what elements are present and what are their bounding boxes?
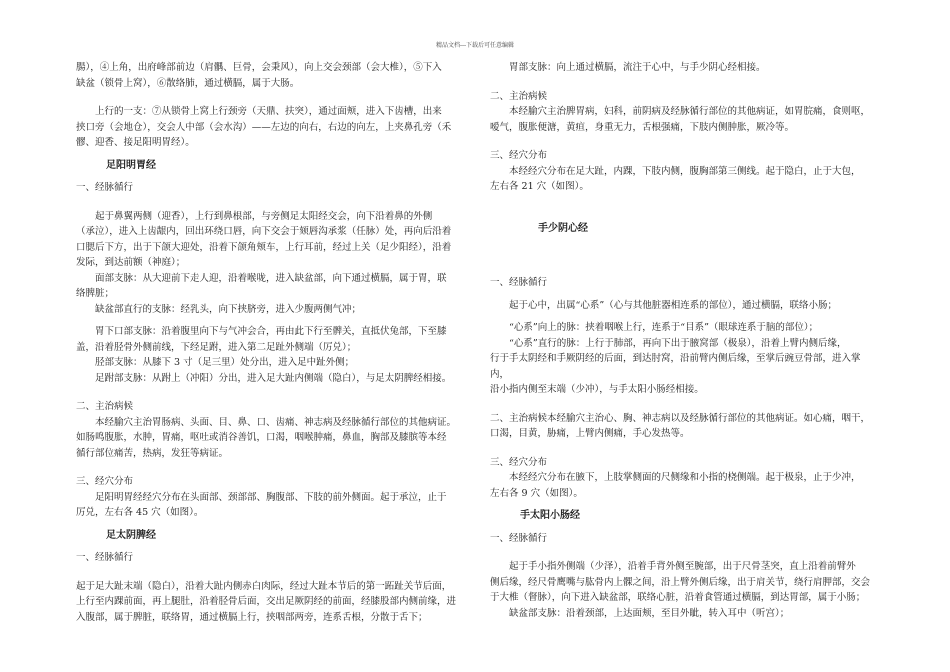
paragraph-line: 本经腧穴主治胃肠病、头面、目、鼻、口、齿痛、神志病及经脉循行部位的其他病证。 (95, 416, 457, 428)
paragraph-line: 三、经穴分布 (490, 150, 548, 161)
spacer (490, 546, 872, 559)
paragraph-line: 络脾脏； (76, 288, 115, 299)
paragraph-line: 发际，到达前额（神庭）； (76, 257, 186, 268)
paragraph-line: 起于手小指外侧端（少泽），沿着手背外侧至腕部，出于尺骨茎突，直上沿着前臂外 (509, 561, 856, 572)
paragraph-line: 本经经穴分布在足大趾，内踝，下肢内侧，腹胸部第三侧线。起于隐白，止于大包， (509, 165, 861, 177)
paragraph-line: 二、主治病候 (76, 401, 134, 412)
spacer (490, 291, 872, 298)
spacer (76, 521, 464, 528)
paragraph-line: 面部支脉：从大迎前下走人迎，沿着喉咙，进入缺盆部，向下通过横膈，属于胃，联 (95, 272, 447, 284)
spacer (490, 195, 872, 208)
paragraph-line: 口腮后下方，出于下颌大迎处，沿着下颌角颊车，上行耳前，经过上关（足少阳经），沿着 (76, 241, 452, 253)
spacer (76, 566, 464, 579)
paragraph-line: 侧后缘，经尺骨鹰嘴与肱骨内上髁之间，沿上臂外侧后缘，出于肩关节，绕行肩胛部，交会 (490, 576, 871, 588)
left-column (76, 60, 464, 625)
paragraph-line: 足跗部支脉：从跗上（冲阳）分出，进入足大趾内侧端（隐白），与足太阴脾经相接。 (95, 372, 452, 384)
spacer (490, 135, 872, 148)
spacer (76, 91, 464, 104)
paragraph-line: 缺盆部支脉：沿着颈部，上达面颊，至目外眦，转入耳中（听宫）； (509, 607, 790, 619)
spacer (490, 524, 872, 531)
spacer (76, 543, 464, 550)
paragraph-line: 三、经穴分布 (76, 476, 134, 487)
spacer (76, 461, 464, 474)
paragraph-line: “心系”直行的脉：上行于肺部，再向下出于腋窝部（极泉），沿着上臂内侧后缘， (509, 337, 847, 349)
paragraph-line: “心系”向上的脉：挟着咽喉上行，连系于“目系”（眼球连系于脑的部位）； (509, 322, 819, 333)
paragraph-line: 起于足大趾末端（隐白），沿着大趾内侧赤白肉际，经过大趾本节后的第一跖趾关节后面， (76, 580, 452, 592)
spacer (76, 196, 464, 209)
paragraph-line: 胫部支脉：从膝下 3 寸（足三里）处分出，进入足中趾外侧； (95, 357, 355, 368)
paragraph-line: 一、经脉循行 (490, 532, 548, 544)
spacer (76, 151, 464, 158)
paragraph-line: 缺盆（锁骨上窝），⑥散络肺，通过横膈，属于大肠。 (76, 77, 300, 89)
spacer (490, 442, 872, 455)
paragraph-line: 行于手太阴经和手厥阴经的后面，到达肘窝，沿前臂内侧后缘，至掌后豌豆骨部，进入掌内， (490, 353, 861, 380)
spacer (76, 317, 464, 324)
spacer (76, 386, 464, 399)
paragraph-line: 起于鼻翼两侧（迎香），上行到鼻根部，与旁侧足太阳经交会，向下沿着鼻的外侧 (95, 210, 433, 222)
spacer (490, 249, 872, 262)
paragraph-line: 本经腧穴主治脾胃病，妇科，前阴病及经脉循行部位的其他病证，如胃脘痛，食则呕， (509, 106, 871, 117)
paragraph-line: 嗳气，腹胀便溏，黄疸，身重无力，舌根强痛，下肢内侧肿胀，厥冷等。 (490, 121, 795, 133)
paragraph-line: 循行部位痛苦，热病，发狂等病证。 (76, 447, 229, 459)
paragraph-line: 二、主治病候本经腧穴主治心、胸、神志病以及经脉循行部位的其他病证。如心痛，咽干， (490, 412, 871, 424)
section-title: 足阳明胃经 (106, 159, 156, 171)
paragraph-line: 腸），④上角，出府峰部前边（肩髃、巨骨，会秉风），向上交会颈部（会大椎），⑤下入 (76, 62, 442, 73)
paragraph-line: 髎、迎香、接足阳明胃经）。 (76, 137, 195, 148)
spacer (490, 398, 872, 411)
paragraph-line: 如肠鸣腹胀，水肿，胃痛，呕吐或消谷善饥，口渴，咽喉肿痛，鼻血，胸部及膝膑等本经 (76, 432, 447, 443)
paragraph-line: 一、经脉循行 (76, 552, 134, 563)
spacer (490, 501, 872, 508)
spacer (490, 208, 872, 221)
paragraph-line: （承泣），进入上齿龈内，回出环绕口唇，向下交会于颏唇沟承浆（任脉）处，再向后沿着 (76, 226, 452, 237)
paragraph-line: 左右各 21 穴（如图）。 (490, 181, 589, 192)
section-title: 手少阴心经 (538, 222, 588, 234)
paragraph-line: 二、主治病候 (490, 90, 548, 102)
paragraph-line: 挟口旁（会地仓），交会人中部（会水沟）——左边的向右，右边的向左，上夹鼻孔旁（禾 (76, 121, 452, 133)
paragraph-line: 左右各 9 穴（如图）。 (490, 487, 583, 499)
paragraph-line: 入腹部，属于脾脏，联络胃，通过横膈上行，挟咽部两旁，连系舌根，分散于舌下； (76, 611, 428, 623)
paragraph-line: 胃下口部支脉：沿着腹里向下与气冲会合，再由此下行至髀关，直抵伏兔部，下至膝 (95, 326, 447, 337)
paragraph-line: 厉兑，左右各 45 穴（如图）。 (76, 507, 204, 518)
paragraph-line: 上行的一支：⑦从锁骨上窝上行颈旁（天鼎、扶突），通过面颊，进入下齿槽，出来 (95, 106, 442, 117)
page-header: 精品文档---下载后可任意编辑 (435, 42, 515, 49)
paragraph-line: 沿小指内侧至末端（少冲），与手太阳小肠经相接。 (490, 384, 704, 395)
section-title: 足太阴脾经 (106, 529, 156, 541)
spacer (490, 313, 872, 320)
paragraph-line: 于大椎（督脉），向下进入缺盆部，联络心脏，沿着食管通过横膈，到达胃部，属于小肠； (490, 592, 866, 603)
spacer (490, 262, 872, 275)
paragraph-line: 胃部支脉：向上通过横膈，流注于心中，与手少阴心经相接。 (509, 62, 766, 73)
paragraph-line: 起于心中，出属“心系”（心与其他脏器相连系的部位），通过横膈，联络小肠； (509, 299, 837, 311)
section-title: 手太阳小肠经 (520, 510, 580, 521)
spacer (490, 76, 872, 89)
right-column (490, 60, 872, 621)
paragraph-line: 一、经脉循行 (76, 182, 134, 193)
paragraph-line: 本经经穴分布在腋下，上肢掌侧面的尺侧缘和小指的桡侧端。起于极泉，止于少冲， (509, 472, 861, 483)
paragraph-line: 盖，沿着胫骨外侧前线，下经足跗，进入第二足趾外侧端（厉兑）； (76, 341, 357, 353)
paragraph-line: 缺盆部直行的支脉：经乳头，向下挟脐旁，进入少腹两侧气冲； (95, 303, 362, 315)
spacer (490, 236, 872, 249)
paragraph-line: 一、经脉循行 (490, 277, 548, 288)
paragraph-line: 上行至内踝前面，再上腿肚，沿着胫骨后面，交出足厥阴经的前面，经膝股部内侧前缘，进 (76, 596, 457, 607)
paragraph-line: 三、经穴分布 (490, 456, 548, 468)
paragraph-line: 足阳明胃经经穴分布在头面部、颈部部、胸腹部、下肢的前外侧面。起于承泣，止于 (95, 491, 447, 503)
paragraph-line: 口渴，目黄，胁痛，上臂内侧痛，手心发热等。 (490, 428, 690, 439)
spacer (76, 173, 464, 180)
